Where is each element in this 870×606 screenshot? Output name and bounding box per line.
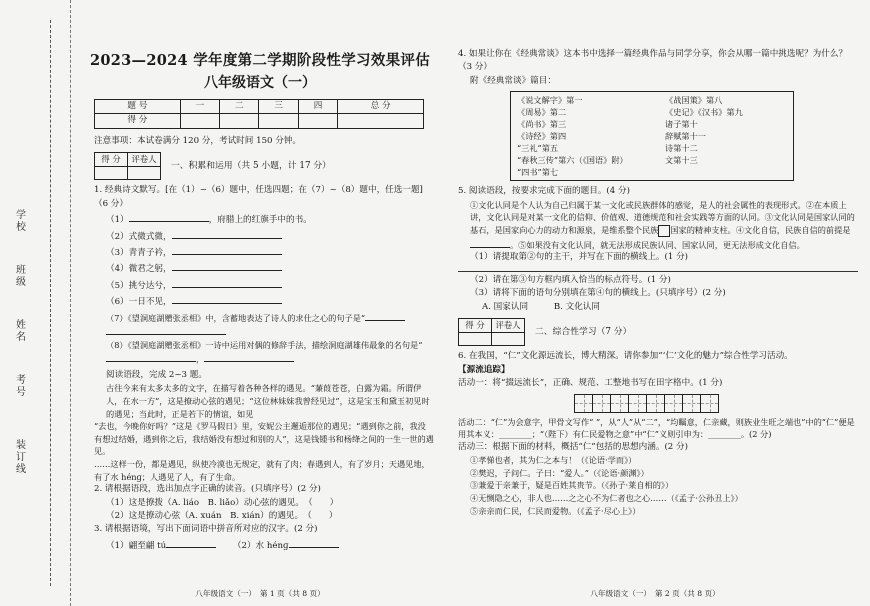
page-1-footer: 八年级语文（一） 第 1 页（共 8 页） bbox=[195, 588, 325, 598]
q1-8-blank: ， bbox=[94, 351, 434, 366]
q1-8-text: （8）《望洞庭湖赠张丞相》一诗中运用对偶的修辞手法，描绘洞庭湖雄伟最象的名句是“ bbox=[106, 339, 423, 350]
answer-blank[interactable] bbox=[172, 228, 282, 239]
grader-score-cell[interactable] bbox=[459, 333, 492, 346]
q2-stem: 2. 请根据语段，选出加点字正确的读音。(只填序号）(2 分) bbox=[94, 484, 321, 495]
q2-2: （2）这是撩动心弦（A. xuán B. xián）的遇见。 （ ） bbox=[106, 511, 338, 522]
grader-block-1 bbox=[94, 152, 434, 180]
reading-passage-1: 古往今来有太多太多的文字，在描写着各种各样的遇见。“蒹葭苍苍，白露为霜。所谓伊人，在水一方”，这是撩动心弦的遇见；“这位林妹妹我曾经见过”，这是宝玉和黛玉初见时的遇见；当此时，正是若下的情谊，如见 bbox=[106, 383, 430, 419]
book-item: 《说文解字》第一 bbox=[517, 95, 583, 106]
score-table bbox=[94, 99, 424, 129]
tianzige-cell[interactable] bbox=[610, 394, 629, 413]
answer-blank[interactable] bbox=[172, 293, 282, 304]
score-header-cell: 一 bbox=[180, 99, 219, 113]
score-input-cell[interactable] bbox=[259, 114, 298, 128]
q1-line-4 bbox=[94, 260, 434, 276]
binding-margin bbox=[0, 0, 71, 606]
q6-tag: 【源流追踪】 bbox=[458, 364, 510, 375]
grader-block-2 bbox=[458, 318, 860, 346]
q1-line-2 bbox=[94, 228, 434, 244]
binding-label-name: 姓名 bbox=[16, 320, 26, 343]
answer-line[interactable] bbox=[458, 271, 858, 272]
q1-line-5-label: （5）挑兮达兮， bbox=[106, 280, 172, 291]
binding-label-class: 班级 bbox=[16, 265, 26, 288]
q6-material-4: ④无恻隐之心，非人也……之之心不为仁者也之心……（《孟子·公孙丑上》） bbox=[470, 493, 743, 504]
answer-blank[interactable] bbox=[172, 260, 282, 271]
answer-blank[interactable] bbox=[172, 277, 282, 288]
grader-reviewer-cell[interactable] bbox=[492, 333, 525, 346]
tianzige-cell[interactable] bbox=[700, 394, 719, 413]
tianzige-cell[interactable] bbox=[664, 394, 683, 413]
grader-score-label: 得 分 bbox=[459, 319, 492, 333]
q5-options: A. 国家认同 B. 文化认同 bbox=[482, 301, 600, 312]
answer-blank[interactable] bbox=[204, 351, 294, 362]
q5-2: （2）请在第③句方框内填入恰当的标点符号。(1 分) bbox=[470, 274, 671, 285]
binding-label-seal: 装订线 bbox=[16, 440, 26, 475]
q6-activity-2: 活动二：“仁”为会意字，甲骨文写作“ ”，从“人”从“二”，“均瞩意，仁亲藏，则族业生旺之端也”中的“仁”便是用其本义：________；“（陛下）有仁民爱物之意”中“仁”义则引申为：________。(2 分) bbox=[458, 416, 855, 440]
q1-7-text: （7）《望洞庭湖赠张丞相》中，含蓄地表达了诗人的求仕之心的句子是“ bbox=[106, 312, 366, 323]
book-item: 《史记》《汉书》第九 bbox=[665, 107, 743, 118]
grader-table bbox=[94, 152, 161, 180]
q1-7 bbox=[94, 310, 434, 325]
score-header-cell: 四 bbox=[298, 99, 337, 113]
book-item: 《尚书》第三 bbox=[517, 119, 567, 130]
page-2 bbox=[450, 0, 860, 606]
reading-passage-3: ……这样一份，都是遇见，纵使冷漠也无规定，就有了肉；春遇到人，有了岁月；天遇见地，有了水 hénɡ；人遇见了人，有了生命。 bbox=[94, 459, 430, 482]
answer-blank[interactable] bbox=[106, 324, 226, 335]
binding-line bbox=[50, 20, 51, 586]
tianzige-cell[interactable] bbox=[592, 394, 611, 413]
q1-line-1 bbox=[94, 211, 434, 227]
score-header-cell: 题 号 bbox=[95, 99, 181, 113]
q3-2: （2）水 hénɡ bbox=[232, 540, 289, 551]
q1-line-1-tail: ，府腊上的红旗手中的书。 bbox=[208, 215, 312, 226]
book-item: 《战国策》第八 bbox=[665, 95, 723, 106]
score-header-cell: 总 分 bbox=[338, 99, 424, 113]
book-item: “春秋三传”第六（《国语》附） bbox=[517, 155, 628, 166]
answer-blank[interactable] bbox=[166, 537, 216, 548]
tianzige-cell[interactable] bbox=[682, 394, 701, 413]
score-input-cell[interactable] bbox=[220, 114, 259, 128]
book-list-box bbox=[510, 91, 794, 181]
q3-1: （1）翩至翩 tú bbox=[106, 540, 167, 551]
score-input-cell[interactable] bbox=[180, 114, 219, 128]
grader-reviewer-label: 评卷人 bbox=[128, 153, 161, 167]
tianzige-cell[interactable] bbox=[574, 394, 593, 413]
q6-stem: 6. 在我国，“仁”文化源远流长，博大精深。请你参加“‘仁’文化的魅力”综合性学习活动。 bbox=[458, 351, 793, 362]
book-item: 诗第十二 bbox=[665, 143, 698, 154]
q3-stem: 3. 请根据语境，写出下面词语中拼音所对应的汉字。(2 分) bbox=[94, 524, 318, 535]
q5-stem: 5. 阅读语段，按要求完成下面的题目。(4 分) bbox=[458, 186, 630, 197]
q5-passage bbox=[458, 199, 860, 252]
q1-8 bbox=[94, 339, 434, 352]
tianzige-cell[interactable] bbox=[628, 394, 647, 413]
q1-line-1-label: （1） bbox=[106, 215, 129, 226]
exam-title: 2023—2024 学年度第二学期阶段性学习效果评估 bbox=[89, 52, 431, 69]
q1-line-3-label: （3）青青子衿， bbox=[106, 248, 172, 259]
q1-line-2-label: （2）式微式微， bbox=[106, 231, 172, 242]
score-header-cell: 二 bbox=[220, 99, 259, 113]
page-1 bbox=[86, 0, 434, 606]
q6-material-2: ②樊迟，子问仁。子曰：“爱人。”（《论语·颜渊》） bbox=[470, 467, 649, 478]
q5-passage-1: ①文化认同是个人认为自己归属于某一文化或民族群体的感觉，是人的社会属性的表现形式。②在本质上讲，文化认同是对某一文化的信仰、价值观、道德规范和社会实践等方面的认同。③文化认同是国家认同的基石，是国家向心力的动力和源泉，是维系整个民族 bbox=[470, 199, 855, 235]
binding-label-id: 考号 bbox=[16, 375, 26, 398]
exam-subtitle: 八年级语文（一） bbox=[204, 75, 316, 92]
q6-material-3: ③兼爱于亲兼于，疑是百姓其贵节。（《孙子·莱自相的》） bbox=[470, 480, 674, 491]
score-header-cell: 三 bbox=[259, 99, 298, 113]
notice-text: 注意事项：本试卷满分 120 分，考试时间 150 分钟。 bbox=[94, 135, 302, 146]
book-list-left bbox=[517, 94, 639, 178]
score-input-cell[interactable] bbox=[298, 114, 337, 128]
punctuation-box[interactable] bbox=[658, 225, 670, 237]
book-item: 文第十三 bbox=[665, 155, 698, 166]
score-row-label: 得 分 bbox=[95, 114, 181, 128]
q5-1: （1）请提取第②句的主干，并写在下面的横线上。(1 分) bbox=[470, 252, 689, 263]
grader-score-cell[interactable] bbox=[95, 167, 128, 180]
answer-blank[interactable] bbox=[129, 211, 209, 222]
score-input-cell[interactable] bbox=[338, 114, 424, 128]
book-item: “四书”第七 bbox=[517, 167, 559, 178]
grader-table bbox=[458, 318, 525, 346]
binding-label-school: 学校 bbox=[16, 210, 26, 233]
page-2-footer: 八年级语文（一） 第 2 页（共 8 页） bbox=[590, 588, 720, 598]
q2-1: （1）这是撩拨（A. liáo B. liǎo）动心弦的遇见。 （ ） bbox=[106, 497, 339, 508]
grader-reviewer-label: 评卷人 bbox=[492, 319, 525, 333]
q1-line-5 bbox=[94, 277, 434, 293]
tianzige-cell[interactable] bbox=[646, 394, 665, 413]
q1-line-6 bbox=[94, 293, 434, 309]
answer-blank[interactable] bbox=[106, 351, 196, 362]
book-list-right bbox=[639, 94, 787, 178]
section-2-heading: 二、综合性学习（7 分） bbox=[535, 326, 632, 337]
q5-passage-3: 。⑤如果没有文化认同，就无法形成民族认同、国家认同，更无法形成文化自信。 bbox=[510, 239, 805, 250]
answer-blank[interactable] bbox=[470, 237, 510, 248]
q4-attach: 附《经典常谈》篇目： bbox=[470, 75, 556, 86]
q6-material-1: ①孝悌也者，其为仁之本与！（《论语·学而》） bbox=[470, 455, 637, 466]
q4-stem: 4. 如果让你在《经典常谈》这本书中选择一篇经典作品与同学分享，你会从哪一篇中挑选呢？为什么？（3 分） bbox=[458, 49, 848, 73]
answer-blank[interactable] bbox=[172, 244, 282, 255]
answer-blank[interactable] bbox=[365, 310, 405, 321]
reading-intro: 阅读语段，完成 2~3 题。 bbox=[106, 370, 207, 381]
q1-line-6-label: （6）一日不见， bbox=[106, 297, 172, 308]
q1-intro: 1. 经典诗文默写。[在（1）~（6）题中，任选四题；在（7）~（8）题中，任选一题]（6 分） bbox=[94, 185, 423, 209]
q1-7-blank bbox=[94, 324, 434, 339]
q1-line-4-label: （4）微君之躬， bbox=[106, 264, 172, 275]
book-item: 《周易》第二 bbox=[517, 107, 567, 118]
book-item: 诸子第十 bbox=[665, 119, 698, 130]
q6-activity-1: 活动一：将“掇远流长”，正确、规范、工整地书写在田字格中。(1 分) bbox=[458, 378, 723, 389]
section-1-heading: 一、积累和运用（共 5 小题，计 17 分） bbox=[171, 160, 331, 171]
book-item: “三礼”第五 bbox=[517, 143, 559, 154]
q5-3: （3）请将下面的语句分别填在第④句的横线上。(只填序号）(2 分) bbox=[470, 288, 726, 299]
q6-activity-3: 活动三：根据下面的材料，概括“仁”包括的思想内涵。(2 分) bbox=[458, 441, 688, 452]
book-item: 辞赋第十一 bbox=[665, 131, 706, 142]
reading-passage-2: “去也，今晚你好吗？”这是《罗马假日》里，安妮公主邂逅那位的遇见；“遇到你之前，我没有想过结婚，遇到你之后，我结婚没有想过和别的人”，这是钱锺书和杨绛之间的一生一世的遇见。 bbox=[94, 421, 434, 457]
q1-line-3 bbox=[94, 244, 434, 260]
grader-score-label: 得 分 bbox=[95, 153, 128, 167]
q3-row bbox=[94, 537, 434, 553]
grader-reviewer-cell[interactable] bbox=[128, 167, 161, 180]
q6-material-5: ⑤亲亲而仁民，仁民而爱物。（《孟子·尽心上》） bbox=[470, 505, 641, 516]
q5-passage-2: 国家的精神支柱。④文化自信，民族自信的前提是 bbox=[670, 224, 851, 235]
answer-blank[interactable] bbox=[289, 537, 339, 548]
book-item: 《诗经》第四 bbox=[517, 131, 567, 142]
tianzige-grid bbox=[574, 394, 860, 413]
